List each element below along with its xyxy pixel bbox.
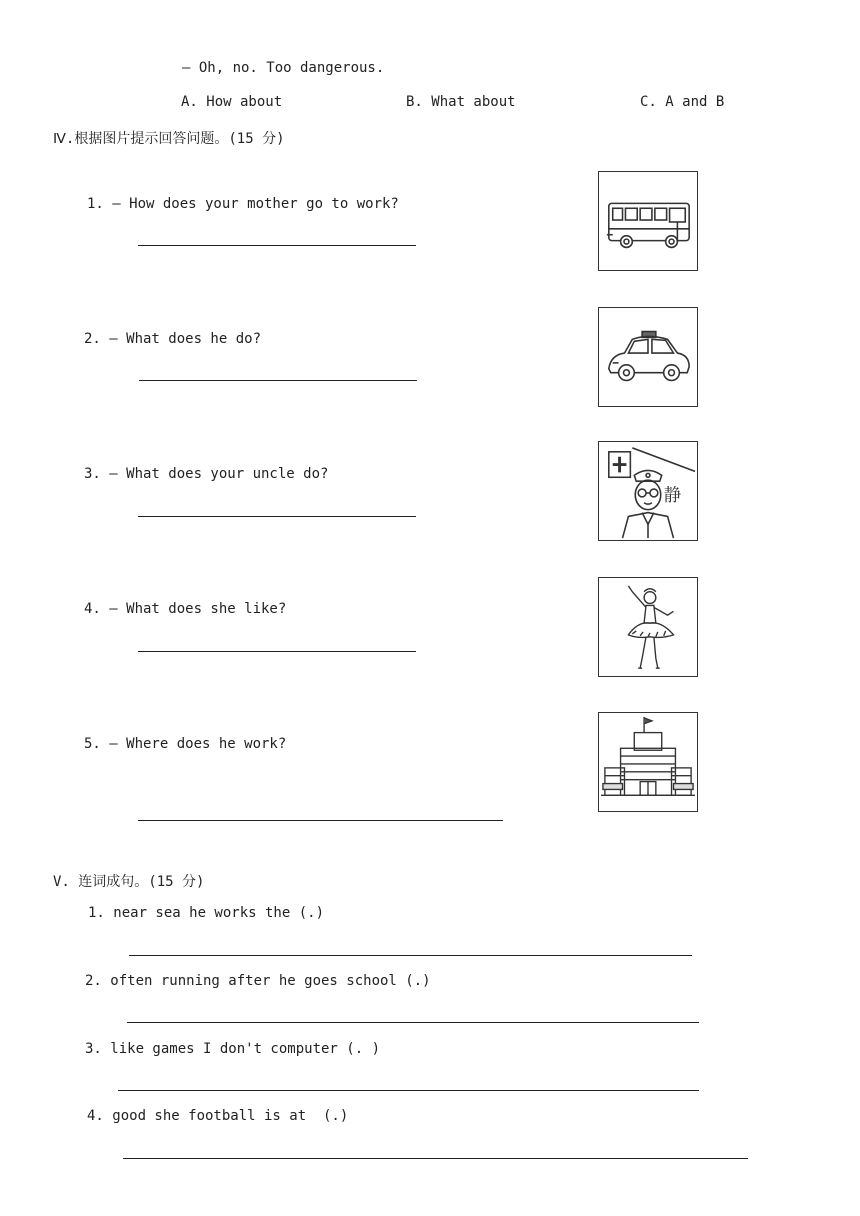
question-3: 3. — What does your uncle do? [84,466,329,482]
answer-line-5[interactable] [138,820,503,821]
section5-heading: V. 连词成句。(15 分) [53,874,205,890]
question-1: 1. — How does your mother go to work? [87,196,399,212]
svg-text:静: 静 [663,485,682,506]
doctor-icon [598,441,698,541]
sentence-line-1[interactable] [129,955,692,956]
question-4: 4. — What does she like? [84,601,287,617]
taxi-icon [598,307,698,407]
answer-line-4[interactable] [138,651,416,652]
option-c: C. A and B [640,94,725,110]
school-building-icon [598,712,698,812]
question-5: 5. — Where does he work? [84,736,287,752]
ballet-dancer-icon [598,577,698,677]
option-a: A. How about [181,94,283,110]
option-b: B. What about [406,94,516,110]
sentence-line-3[interactable] [118,1090,699,1091]
sentence-item-1: 1. near sea he works the (.) [88,905,325,921]
question-2: 2. — What does he do? [84,331,262,347]
bus-icon [598,171,698,271]
sentence-item-3: 3. like games I don't computer (. ) [85,1041,381,1057]
sentence-item-2: 2. often running after he goes school (.) [85,973,431,989]
sentence-line-2[interactable] [127,1022,699,1023]
answer-line-2[interactable] [139,380,417,381]
section4-heading: Ⅳ.根据图片提示回答问题。(15 分) [53,131,285,147]
answer-line-1[interactable] [138,245,416,246]
answer-line-3[interactable] [138,516,416,517]
sentence-item-4: 4. good she football is at (.) [87,1108,349,1124]
reply-text: — Oh, no. Too dangerous. [182,60,385,76]
sentence-line-4[interactable] [123,1158,748,1159]
